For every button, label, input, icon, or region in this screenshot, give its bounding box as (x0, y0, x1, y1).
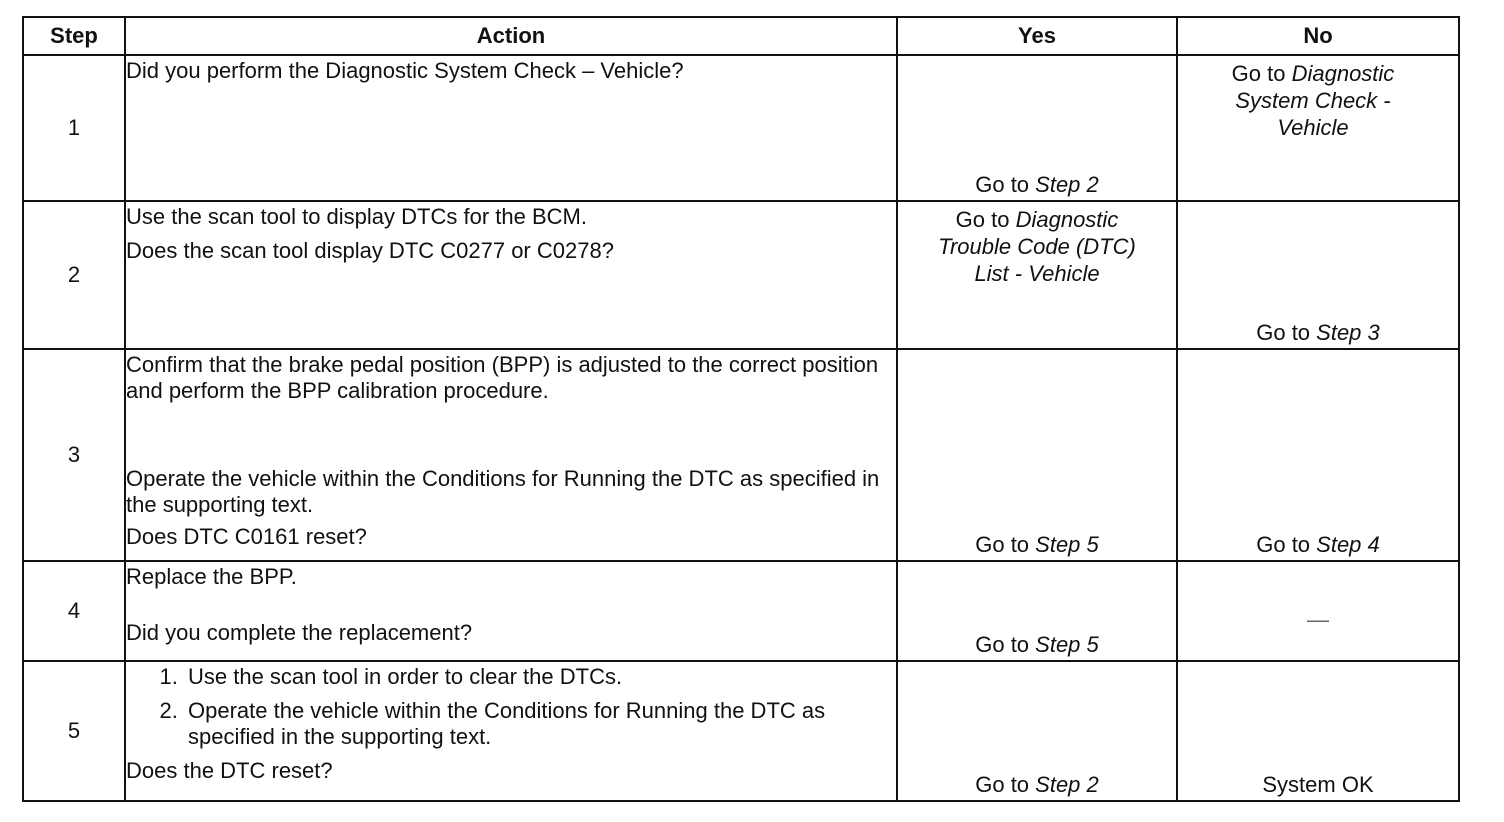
table-row (23, 561, 1459, 661)
step-number: 2 (23, 201, 125, 349)
yes-cell (897, 201, 1177, 349)
action-cell (125, 561, 897, 661)
header-step: Step (23, 17, 125, 55)
action-text: Does the scan tool display DTC C0277 or C0278? (126, 238, 614, 263)
action-text: Did you perform the Diagnostic System Check – Vehicle? (126, 58, 684, 83)
no-cell (1177, 661, 1459, 801)
action-cell (125, 55, 897, 201)
header-action: Action (125, 17, 897, 55)
list-item: 2. Operate the vehicle within the Conditions for Running the DTC as specified in the supporting text. (184, 698, 896, 750)
step-number: 4 (23, 561, 125, 661)
no-cell (1177, 201, 1459, 349)
no-dash: — (1307, 607, 1329, 632)
action-cell (125, 661, 897, 801)
no-status: System OK (1262, 772, 1374, 797)
step-number: 3 (23, 349, 125, 561)
action-text: Confirm that the brake pedal position (BPP) is adjusted to the correct position and perform the BPP calibration procedure. (126, 352, 879, 403)
action-text: Did you complete the replacement? (126, 620, 473, 645)
header-no: No (1177, 17, 1459, 55)
header-yes: Yes (897, 17, 1177, 55)
no-link[interactable]: Go to Diagnostic System Check - Vehicle (1231, 61, 1395, 140)
yes-cell (897, 349, 1177, 561)
action-text: Use the scan tool to display DTCs for the BCM. (126, 204, 587, 229)
yes-cell (897, 55, 1177, 201)
action-list (126, 662, 896, 750)
yes-link[interactable]: Go to Diagnostic Trouble Code (DTC) List - Vehicle (938, 207, 1136, 286)
table-row (23, 201, 1459, 349)
no-cell (1177, 561, 1459, 661)
list-item: 1. Use the scan tool in order to clear the DTCs. (184, 664, 896, 690)
no-link[interactable]: Go to Step 4 (1256, 532, 1380, 557)
no-cell (1177, 55, 1459, 201)
no-link[interactable]: Go to Step 3 (1256, 320, 1380, 345)
step-number: 5 (23, 661, 125, 801)
yes-cell (897, 661, 1177, 801)
action-cell (125, 349, 897, 561)
step-number: 1 (23, 55, 125, 201)
action-text: Replace the BPP. (126, 564, 297, 589)
yes-cell (897, 561, 1177, 661)
action-cell (125, 201, 897, 349)
yes-link[interactable]: Go to Step 2 (975, 772, 1099, 797)
yes-link[interactable]: Go to Step 2 (975, 172, 1099, 197)
table-row (23, 349, 1459, 561)
no-cell (1177, 349, 1459, 561)
yes-link[interactable]: Go to Step 5 (975, 532, 1099, 557)
action-text: Operate the vehicle within the Conditions for Running the DTC as specified in the supporting text. (126, 466, 880, 517)
table-row (23, 661, 1459, 801)
yes-link[interactable]: Go to Step 5 (975, 632, 1099, 657)
diagnostic-table (22, 16, 1460, 802)
action-text: Does DTC C0161 reset? (126, 524, 367, 549)
header-row (23, 17, 1459, 55)
table-row (23, 55, 1459, 201)
action-text: Does the DTC reset? (126, 758, 333, 783)
